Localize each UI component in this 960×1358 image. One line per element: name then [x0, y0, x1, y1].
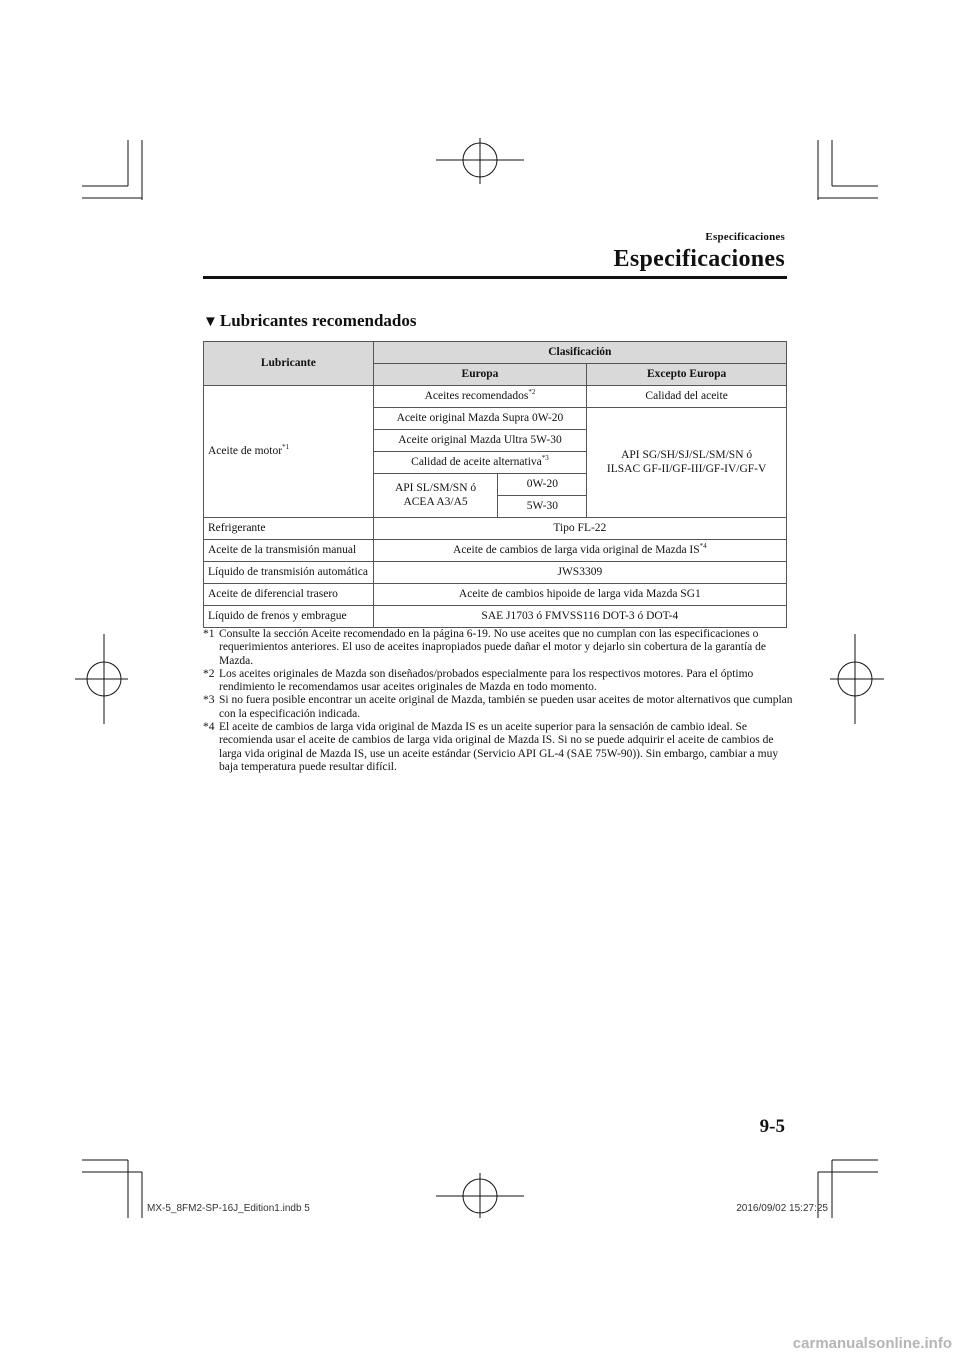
row-value: Aceite de cambios de larga vida original de Mazda IS$^{*4}$	[373, 540, 786, 562]
footnote: *2 Los aceites originales de Mazda son diseñados/probados especialmente para los respectivos motores. Para el óptimo rendimiento le recomendamos usar aceites originales de Mazda en todo momento.	[203, 667, 754, 694]
section-title	[203, 311, 416, 331]
header-clasificacion: Clasificación	[373, 342, 786, 364]
page-number: 9-5	[759, 1116, 785, 1137]
viscosity-5w30: 5W-30	[498, 496, 587, 518]
header-rule	[203, 276, 787, 279]
oil-quality-label: Calidad del aceite	[587, 386, 787, 408]
footnote: *3 Si no fuera posible encontrar un aceite original de Mazda, también se pueden usar aceites de motor alternativos que cumplan con la especificación indicada.	[203, 694, 793, 720]
ultra-oil: Aceite original Mazda Ultra 5W-30	[373, 430, 587, 452]
row-value: JWS3309	[373, 562, 786, 584]
viscosity-0w20: 0W-20	[498, 474, 587, 496]
table-header-row	[204, 342, 787, 364]
footnote: *1 Consulte la sección Aceite recomendado en la página 6-19. No use aceites que no cumplan con las especificaciones o requerimientos anteriores. El uso de aceites inapropiados puede dañar el motor y dejarlo sin cobertura de la garantía de Mazda.	[203, 628, 766, 667]
table-row	[204, 518, 787, 540]
recommended-oils-label: Aceites recomendados$^{*2}$	[373, 386, 587, 408]
api-acea-spec: API SL/SM/SN ó ACEA A3/A5	[373, 474, 498, 518]
row-value: Tipo FL-22	[373, 518, 786, 540]
row-label: Líquido de frenos y embrague	[204, 606, 374, 628]
section-title-text: Lubricantes recomendados	[219, 311, 417, 330]
alternative-oil-label: Calidad de aceite alternativa$^{*3}$	[373, 452, 587, 474]
supra-oil: Aceite original Mazda Supra 0W-20	[373, 408, 587, 430]
table-row	[204, 386, 787, 408]
table-row	[204, 584, 787, 606]
footnote: *4 El aceite de cambios de larga vida original de Mazda IS es un aceite superior para la sensación de cambio ideal. Se recomienda usar el aceite de cambios de larga vida original de Mazda IS. Si no se puede adquirir el aceite de cambios de larga vida original de Mazda IS, use un aceite estándar (Servicio API GL-4 (SAE 75W-90)). Sin embargo, cambiar a muy baja temperatura puede resultar difícil.	[203, 721, 779, 773]
footer-file-name: MX-5_8FM2-SP-16J_Edition1.indb 5	[147, 1203, 310, 1214]
row-value: SAE J1703 ó FMVSS116 DOT-3 ó DOT-4	[373, 606, 786, 628]
footer-timestamp: 2016/09/02 15:27:25	[736, 1203, 828, 1214]
running-header-small: Especificaciones	[705, 231, 785, 243]
table-row	[204, 606, 787, 628]
running-header-title: Especificaciones	[613, 246, 785, 272]
row-label: Líquido de transmisión automática	[204, 562, 374, 584]
row-label: Refrigerante	[204, 518, 374, 540]
row-label: Aceite de la transmisión manual	[204, 540, 374, 562]
watermark: carmanualsonline.info	[792, 1335, 952, 1352]
except-europe-spec: API SG/SH/SJ/SL/SM/SN ó ILSAC GF-II/GF-III/GF-IV/GF-V	[587, 408, 787, 518]
lubricants-table	[203, 341, 787, 628]
row-value: Aceite de cambios hipoide de larga vida Mazda SG1	[373, 584, 786, 606]
header-europa: Europa	[373, 364, 587, 386]
header-excepto-europa: Excepto Europa	[587, 364, 787, 386]
table-row	[204, 562, 787, 584]
motor-oil-label: Aceite de motor$^{*1}$	[204, 386, 374, 518]
row-label: Aceite de diferencial trasero	[204, 584, 374, 606]
footnotes	[203, 628, 793, 774]
table-row	[204, 540, 787, 562]
triangle-down-icon: ▼	[203, 314, 218, 330]
header-lubricante: Lubricante	[204, 342, 374, 386]
